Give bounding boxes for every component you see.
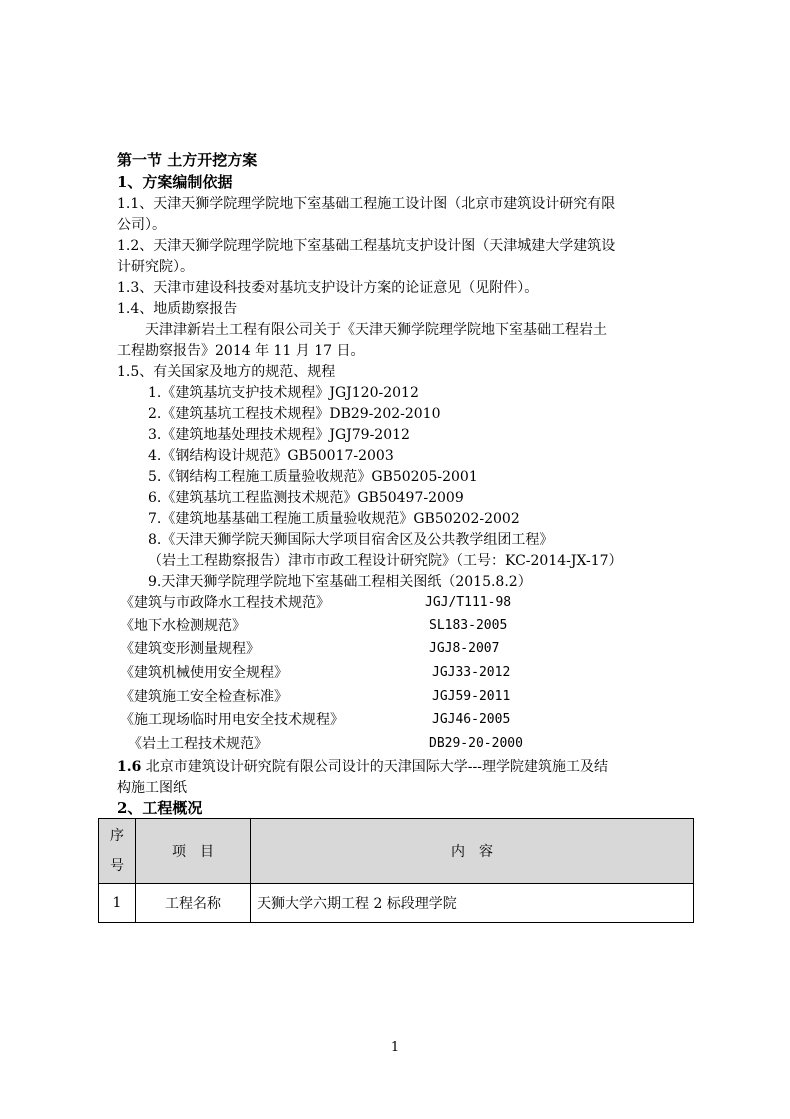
regulation-item: 9.天津天狮学院理学院地下室基础工程相关图纸（2015.8.2） bbox=[148, 574, 532, 590]
basis-1-6-line2: 构施工图纸 bbox=[117, 780, 187, 796]
regulation-item: 2.《建筑基坑工程技术规程》DB29-202-2010 bbox=[148, 406, 441, 422]
standard-code: JGJ59-2011 bbox=[432, 689, 511, 704]
table-header-row bbox=[99, 819, 694, 884]
basis-1-4: 1.4、地质勘察报告 bbox=[117, 301, 238, 317]
standard-name: 《建筑施工安全检查标准》 bbox=[120, 689, 288, 705]
regulation-item: 6.《建筑基坑工程监测技术规范》GB50497-2009 bbox=[148, 490, 464, 506]
standard-name: 《施工现场临时用电安全技术规程》 bbox=[120, 712, 344, 728]
standard-code: JGJ33-2012 bbox=[432, 665, 511, 680]
header-no-top: 序 bbox=[110, 828, 124, 844]
basis-1-6-line1 bbox=[117, 757, 608, 777]
basis-1-6-text: 北京市建筑设计研究院有限公司设计的天津国际大学---理学院建筑施工及结 bbox=[141, 759, 608, 775]
standard-code: SL183-2005 bbox=[429, 618, 508, 633]
page-number: 1 bbox=[390, 1040, 400, 1055]
heading-basis: 1、方案编制依据 bbox=[117, 173, 233, 191]
heading-overview: 2、工程概况 bbox=[117, 799, 203, 817]
basis-1-4-body-line2: 工程勘察报告》2014 年 11 月 17 日。 bbox=[117, 343, 365, 359]
regulation-item: 4.《钢结构设计规范》GB50017-2003 bbox=[148, 448, 394, 464]
standard-name: 《建筑机械使用安全规程》 bbox=[120, 665, 288, 681]
standard-name: 《建筑变形测量规程》 bbox=[120, 641, 260, 657]
regulation-item: 5.《钢结构工程施工质量验收规范》GB50205-2001 bbox=[148, 469, 478, 485]
standard-name: 《岩土工程技术规范》 bbox=[128, 736, 268, 752]
cell-no: 1 bbox=[99, 884, 136, 923]
basis-1-4-body-line1: 天津津新岩土工程有限公司关于《天津天狮学院理学院地下室基础工程岩土 bbox=[145, 322, 607, 338]
standard-code: JGJ8-2007 bbox=[429, 641, 500, 656]
header-cell-content: 内 容 bbox=[251, 819, 694, 884]
standard-code: JGJ/T111-98 bbox=[425, 595, 512, 610]
regulation-item: 3.《建筑地基处理技术规程》JGJ79-2012 bbox=[148, 427, 410, 443]
regulation-item-continued: （岩土工程勘察报告）津市市政工程设计研究院》（工号：KC-2014-JX-17） bbox=[148, 553, 623, 569]
basis-1-2-line1: 1.2、天津天狮学院理学院地下室基础工程基坑支护设计图（天津城建大学建筑设 bbox=[117, 238, 616, 254]
header-cell-item: 项 目 bbox=[136, 819, 251, 884]
cell-content: 天狮大学六期工程 2 标段理学院 bbox=[251, 884, 694, 923]
basis-1-1-line2: 公司）。 bbox=[117, 217, 166, 233]
overview-table bbox=[98, 818, 694, 923]
standard-code: DB29-20-2000 bbox=[429, 736, 523, 751]
basis-1-6-number: 1.6 bbox=[117, 759, 142, 775]
basis-1-2-line2: 计研究院）。 bbox=[117, 259, 194, 275]
table-row bbox=[99, 884, 694, 923]
regulation-item: 1.《建筑基坑支护技术规程》JGJ120-2012 bbox=[148, 385, 419, 401]
standard-code: JGJ46-2005 bbox=[432, 712, 511, 727]
cell-item: 工程名称 bbox=[136, 884, 251, 923]
basis-1-3: 1.3、天津市建设科技委对基坑支护设计方案的论证意见（见附件）。 bbox=[117, 280, 539, 296]
basis-1-5: 1.5、有关国家及地方的规范、规程 bbox=[117, 364, 336, 380]
basis-1-1-line1: 1.1、天津天狮学院理学院地下室基础工程施工设计图（北京市建筑设计研究有限 bbox=[117, 196, 616, 212]
section-title: 第一节 土方开挖方案 bbox=[117, 151, 258, 169]
regulation-item: 8.《天津天狮学院天狮国际大学项目宿舍区及公共教学组团工程》 bbox=[148, 532, 554, 548]
regulation-item: 7.《建筑地基基础工程施工质量验收规范》GB50202-2002 bbox=[148, 511, 520, 527]
header-no-bottom: 号 bbox=[110, 858, 124, 874]
header-cell-no bbox=[99, 819, 136, 884]
standard-name: 《地下水检测规范》 bbox=[120, 618, 246, 634]
standard-name: 《建筑与市政降水工程技术规范》 bbox=[120, 595, 330, 611]
